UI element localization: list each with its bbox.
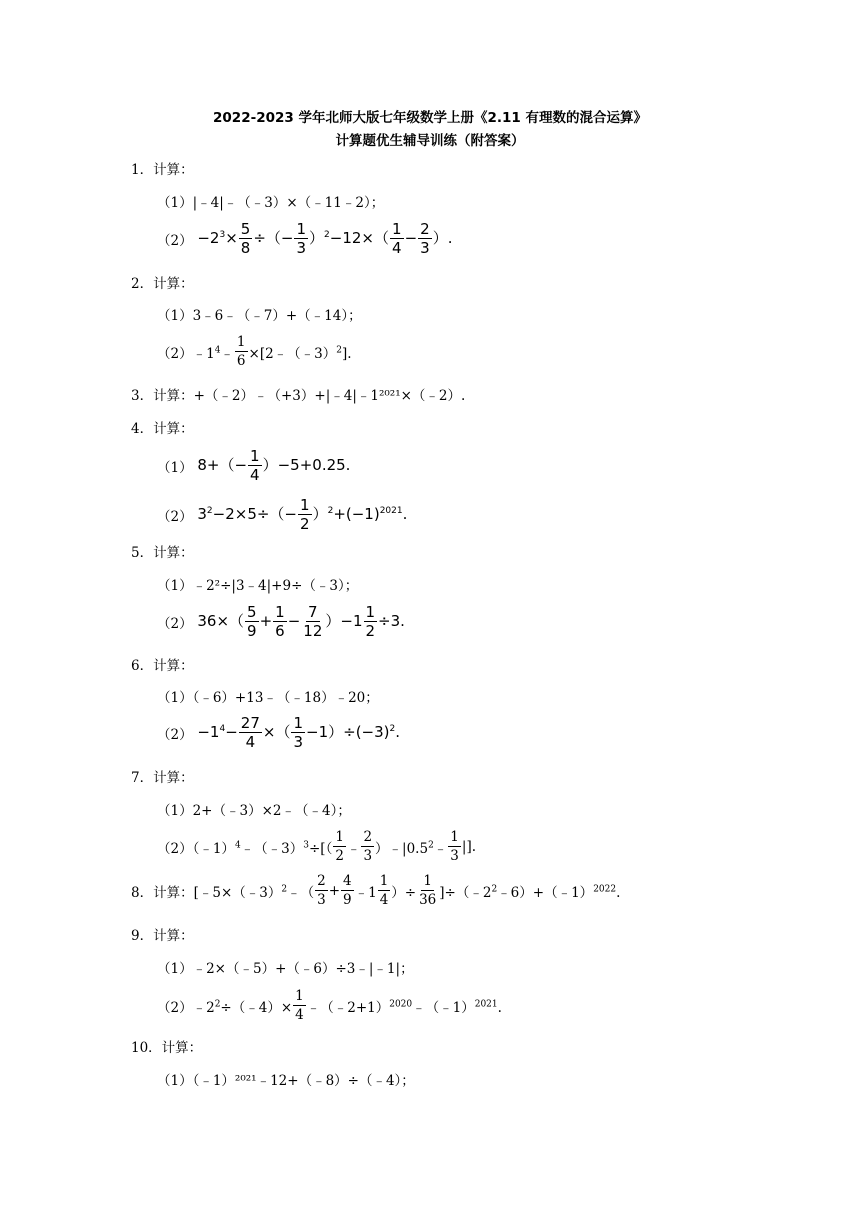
problem-2-part-1: （1）3﹣6﹣（﹣7）+（﹣14）；: [157, 308, 362, 324]
problem-9-part-2: $(2)﹣2^2\div(﹣4)\times$ $\frac{1}{4}$ ﹣（﹣2+1）$^{2020}$﹣（﹣1）$^{2021}$.: [157, 988, 502, 1023]
problem-7-label: 7．计算：: [131, 770, 194, 786]
problem-10-label: 10．计算：: [131, 1040, 203, 1056]
problem-4-label: 4．计算：: [131, 421, 194, 437]
problem-9-part-1: （1）﹣2×（﹣5）+（﹣6）÷3﹣|﹣1|；: [157, 961, 414, 977]
problem-10-part-1: （1）（﹣1）²⁰²¹﹣12+（﹣8）÷（﹣4）；: [157, 1073, 415, 1089]
problem-2-part-2: $(2)﹣1^4﹣$ $\frac{1}{6}$ ×[2﹣（﹣3）$^2$].: [157, 334, 352, 369]
problem-8-label: 8．计算：[﹣5×（﹣3）$^2$﹣（ $\frac{2}{3}$ + $\frac{4}{9}$ ﹣1 $\frac{1}{4}$ ）÷ $\frac{1}{36}$ ]$\div(﹣2^2﹣6)+(﹣1)^{2022}$.: [131, 873, 621, 908]
document-title: 2022-2023 学年北师大版七年级数学上册《2.11 有理数的混合运算》: [213, 110, 647, 126]
problem-6-label: 6．计算：: [131, 658, 194, 674]
document-subtitle: 计算题优生辅导训练（附答案）: [335, 133, 525, 149]
problem-6-part-2: （2） $-1^4-$ $\frac{27}{4}$ ×（ $\frac{1}{3}$ $-1)\div(-3)^2$.: [157, 714, 401, 751]
problem-6-part-1: （1）（﹣6）+13﹣（﹣18）﹣20；: [157, 690, 379, 706]
problem-7-part-1: （1）2+（﹣3）×2﹣（﹣4）；: [157, 803, 351, 819]
problem-1-part-2: （2） $-2^3\times$ $\frac{5}{8}$ ÷（− $\frac{1}{3}$ ）$^2$−12×（ $\frac{1}{4}$ − $\frac{2}{3}$ ）.: [157, 220, 453, 257]
problem-9-label: 9．计算：: [131, 928, 194, 944]
problem-1-label: 1．计算：: [131, 162, 194, 178]
problem-2-label: 2．计算：: [131, 276, 194, 292]
problem-5-label: 5．计算：: [131, 545, 194, 561]
problem-4-part-1: （1） 8+（− $\frac{1}{4}$ ）−5+0.25.: [157, 447, 351, 484]
problem-4-part-2: （2） $3^2-2\times 5\div(-$ $\frac{1}{2}$ ）$^2+(-1)^{2021}$.: [157, 496, 408, 533]
problem-5-part-1: （1）﹣2²÷|3﹣4|+9÷（﹣3）；: [157, 578, 359, 594]
problem-3-label: 3．计算：+（﹣2）﹣（+3）+|﹣4|﹣1²⁰²¹×（﹣2）.: [131, 388, 466, 404]
problem-5-part-2: （2） 36×（ $\frac{5}{9}$ + $\frac{1}{6}$ − $\frac{7}{12}$ ）−1 $\frac{1}{2}$ ÷3.: [157, 603, 405, 640]
problem-7-part-2: （2）（﹣1）$^4$﹣（﹣3）$^3$÷[（ $\frac{1}{2}$ ﹣ $\frac{2}{3}$ ）$﹣|0.5^2﹣$ $\frac{1}{3}$ |].: [157, 829, 476, 864]
problem-1-part-1: （1）|﹣4|﹣（﹣3）×（﹣11﹣2）；: [157, 195, 385, 211]
